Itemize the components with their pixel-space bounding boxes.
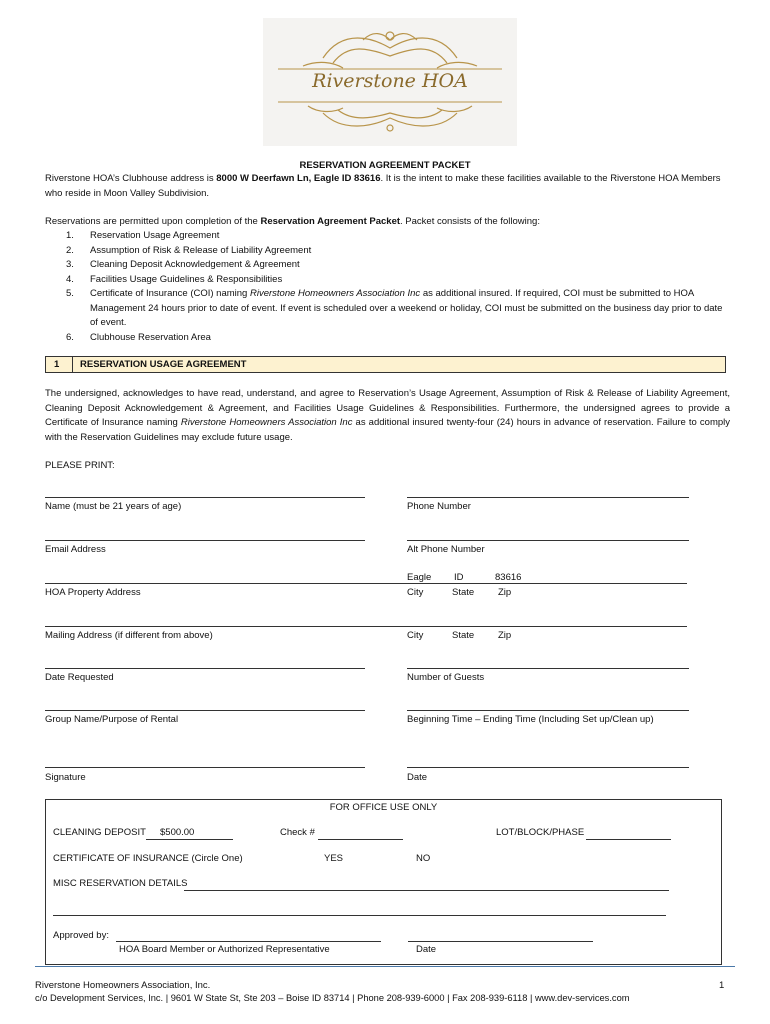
state-label: State	[452, 587, 475, 598]
list-item	[66, 273, 731, 288]
time-label: Beginning Time – Ending Time (Including Set up/Clean up)	[407, 714, 654, 725]
misc-details-field[interactable]	[184, 890, 669, 891]
approved-by-field[interactable]	[116, 941, 381, 942]
board-member-label: HOA Board Member or Authorized Representative	[119, 944, 330, 955]
date-requested-field[interactable]	[45, 668, 365, 669]
packet-items-list	[66, 229, 731, 345]
section-divider	[72, 357, 73, 372]
insured-name: Riverstone Homeowners Association Inc	[249, 288, 421, 299]
group-name-label: Group Name/Purpose of Rental	[45, 714, 179, 725]
city-value: Eagle	[407, 572, 432, 583]
number-of-guests-label: Number of Guests	[407, 672, 485, 683]
misc-details-field-2[interactable]	[53, 915, 666, 916]
intro-paragraph	[45, 172, 730, 201]
name-field[interactable]	[45, 497, 365, 498]
packet-name: Reservation Agreement Packet	[260, 216, 401, 227]
check-number-field[interactable]	[318, 839, 403, 840]
list-item-text: Clubhouse Reservation Area	[90, 331, 211, 343]
lot-block-phase-label: LOT/BLOCK/PHASE	[496, 827, 585, 838]
footer-contact: c/o Development Services, Inc. | 9601 W State St, Ste 203 – Boise ID 83714 | Phone 208-939-6000 | Fax 208-939-6118 | www.dev-services.com	[35, 993, 630, 1003]
list-item-text: Facilities Usage Guidelines & Responsibilities	[90, 273, 283, 285]
time-field[interactable]	[407, 710, 689, 711]
property-address-label: HOA Property Address	[45, 587, 141, 598]
clubhouse-address: 8000 W Deerfawn Ln, Eagle ID 83616	[216, 173, 381, 184]
list-item-number: 1.	[66, 230, 74, 241]
phone-label: Phone Number	[407, 501, 471, 512]
reservations-paragraph	[45, 215, 730, 230]
approval-date-label: Date	[416, 944, 437, 955]
alt-phone-label: Alt Phone Number	[407, 544, 485, 555]
mailing-state-label: State	[452, 630, 475, 641]
zip-label: Zip	[498, 587, 512, 598]
agreement-paragraph	[45, 387, 730, 445]
office-title: FOR OFFICE USE ONLY	[329, 802, 438, 813]
mailing-address-label: Mailing Address (if different from above)	[45, 630, 213, 641]
mailing-city-label: City	[407, 630, 424, 641]
agreement-text: The undersigned, acknowledges to have read, understand, and agree to Reservation’s Usage Agreement, Assumption of Risk & Release of Liability Agreement, Cleaning Deposit Acknowledgement & Agreement, and Facilities Usage Guidelines & Responsibilities. Furthermore, the undersigned agrees to provide a Certificate of Insurance naming	[45, 388, 730, 428]
office-use-box	[45, 799, 722, 965]
page-title: RESERVATION AGREEMENT PACKET	[299, 160, 471, 171]
list-item-number: 4.	[66, 273, 74, 285]
email-label: Email Address	[45, 544, 106, 555]
reservations-text-1: Reservations are permitted upon completion of the	[45, 216, 261, 227]
page-number: 1	[719, 980, 725, 991]
check-label: Check #	[280, 827, 315, 838]
city-state-zip-field[interactable]	[405, 583, 687, 584]
mailing-zip-label: Zip	[498, 630, 512, 641]
date-requested-label: Date Requested	[45, 672, 114, 683]
certificate-label: CERTIFICATE OF INSURANCE (Circle One)	[53, 853, 243, 864]
signature-field[interactable]	[45, 767, 365, 768]
lot-block-phase-field[interactable]	[586, 839, 671, 840]
certificate-yes-option[interactable]: YES	[324, 853, 344, 864]
date-field[interactable]	[407, 767, 689, 768]
list-item-text: Cleaning Deposit Acknowledgement & Agreement	[90, 259, 300, 270]
section-number: 1	[54, 359, 60, 370]
number-of-guests-field[interactable]	[407, 668, 689, 669]
please-print: PLEASE PRINT:	[45, 460, 115, 471]
cleaning-deposit-value: $500.00	[160, 827, 195, 838]
footer-divider	[35, 966, 735, 967]
list-item-text: Certificate of Insurance (COI) naming	[90, 288, 250, 299]
city-label: City	[407, 587, 424, 598]
date-label: Date	[407, 772, 428, 783]
signature-label: Signature	[45, 772, 86, 783]
cleaning-deposit-label: CLEANING DEPOSIT	[53, 827, 146, 838]
certificate-no-option[interactable]: NO	[416, 853, 431, 864]
list-item-text: Reservation Usage Agreement	[90, 230, 220, 241]
state-value: ID	[454, 572, 464, 583]
list-item	[66, 331, 731, 346]
section-header	[45, 356, 726, 373]
list-item-number: 3.	[66, 259, 74, 270]
intro-text-2: . It is the intent to make these facilities available to the Riverstone HOA Members who reside in Moon Valley Subdivision.	[45, 173, 721, 199]
alt-phone-field[interactable]	[407, 540, 689, 541]
approved-by-label: Approved by:	[53, 930, 109, 941]
list-item-text: as additional insured. If required, COI must be submitted to HOA Management 24 hours prior to date of event. If event is scheduled over a weekend or holiday, COI must be submitted on the business day prior to date of event.	[90, 288, 723, 328]
logo-text: Riverstone HOA	[312, 70, 468, 92]
property-address-field[interactable]	[45, 583, 405, 584]
group-name-field[interactable]	[45, 710, 365, 711]
list-item	[66, 244, 731, 259]
insured-name: Riverstone Homeowners Association Inc	[180, 417, 353, 428]
cleaning-deposit-field[interactable]	[146, 839, 233, 840]
list-item-text: Assumption of Risk & Release of Liability Agreement	[90, 244, 312, 256]
list-item-number: 5.	[66, 288, 74, 299]
email-field[interactable]	[45, 540, 365, 541]
approval-date-field[interactable]	[408, 941, 593, 942]
reservations-text-2: . Packet consists of the following:	[400, 216, 540, 227]
list-item	[66, 229, 731, 244]
phone-field[interactable]	[407, 497, 689, 498]
name-label: Name (must be 21 years of age)	[45, 501, 182, 512]
zip-value: 83616	[495, 572, 522, 583]
list-item-number: 6.	[66, 331, 74, 343]
agreement-text: as additional insured twenty-four (24) hours in advance of reservation. Failure to comply with the Reservation Guidelines may exclude future usage.	[45, 417, 730, 443]
mailing-address-field[interactable]	[45, 626, 687, 627]
footer-org: Riverstone Homeowners Association, Inc.	[35, 980, 211, 991]
list-item-number: 2.	[66, 244, 74, 256]
intro-text-1: Riverstone HOA’s Clubhouse address is	[45, 173, 217, 184]
list-item	[66, 258, 731, 273]
section-title: RESERVATION USAGE AGREEMENT	[80, 359, 247, 370]
misc-details-label: MISC RESERVATION DETAILS	[53, 878, 188, 889]
riverstone-logo	[263, 18, 517, 146]
list-item	[66, 287, 731, 331]
